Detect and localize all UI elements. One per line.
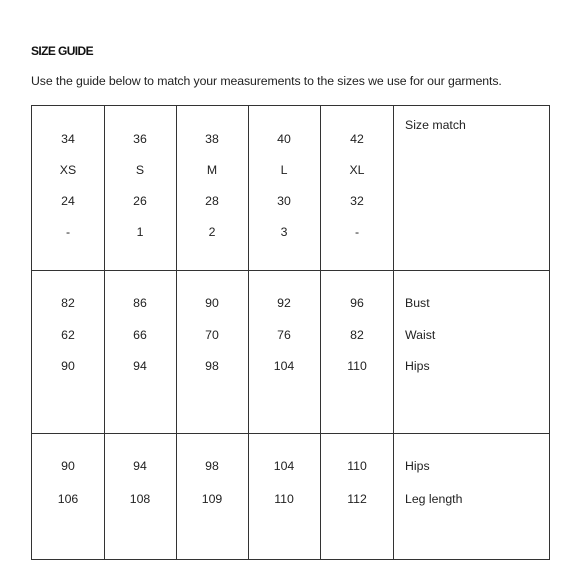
measurement-cell: 110 xyxy=(347,459,367,473)
size-cell: XL xyxy=(349,163,365,177)
measurement-cell: 90 xyxy=(61,459,75,473)
row-divider xyxy=(32,270,549,271)
size-cell: 24 xyxy=(61,194,75,208)
measurement-cell: 94 xyxy=(133,359,147,373)
size-match-label: Size match xyxy=(405,118,466,132)
measurement-cell: 104 xyxy=(273,459,295,473)
measurement-cell: 110 xyxy=(274,492,294,506)
size-cell: 40 xyxy=(277,132,291,146)
measurement-cell: 70 xyxy=(205,328,219,342)
measurement-cell: 82 xyxy=(350,328,364,342)
size-cell: 26 xyxy=(133,194,147,208)
measurement-cell: 109 xyxy=(201,492,223,506)
measurement-cell: 66 xyxy=(133,328,147,342)
column-divider xyxy=(176,106,177,559)
size-cell: 32 xyxy=(350,194,364,208)
measurement-cell: 106 xyxy=(57,492,79,506)
measurement-cell: 90 xyxy=(61,359,75,373)
page-subtitle: Use the guide below to match your measurements to the sizes we use for our garments. xyxy=(31,74,502,88)
measurement-cell: 110 xyxy=(347,359,367,373)
measurement-cell: 98 xyxy=(205,359,219,373)
column-divider xyxy=(393,106,394,559)
size-cell: XS xyxy=(59,163,77,177)
size-cell: - xyxy=(65,225,71,239)
measurement-cell: 112 xyxy=(347,492,367,506)
measurement-cell: 82 xyxy=(61,296,75,310)
size-cell: 42 xyxy=(350,132,364,146)
measurement-cell: 108 xyxy=(129,492,151,506)
leg-length-label: Leg length xyxy=(405,492,463,506)
size-cell: 1 xyxy=(136,225,144,239)
column-divider xyxy=(320,106,321,559)
bust-label: Bust xyxy=(405,296,430,310)
size-cell: 28 xyxy=(205,194,219,208)
measurement-cell: 104 xyxy=(273,359,295,373)
hips-label: Hips xyxy=(405,359,430,373)
size-guide-table xyxy=(31,105,550,560)
hips-label: Hips xyxy=(405,459,430,473)
measurement-cell: 90 xyxy=(205,296,219,310)
measurement-cell: 86 xyxy=(133,296,147,310)
size-cell: 34 xyxy=(61,132,75,146)
column-divider xyxy=(248,106,249,559)
column-divider xyxy=(104,106,105,559)
size-cell: 36 xyxy=(133,132,147,146)
size-cell: - xyxy=(354,225,360,239)
measurement-cell: 92 xyxy=(277,296,291,310)
measurement-cell: 94 xyxy=(133,459,147,473)
size-cell: 3 xyxy=(280,225,288,239)
measurement-cell: 98 xyxy=(205,459,219,473)
size-cell: S xyxy=(135,163,145,177)
page-title: SIZE GUIDE xyxy=(31,44,94,58)
measurement-cell: 96 xyxy=(350,296,364,310)
waist-label: Waist xyxy=(405,328,436,342)
measurement-cell: 62 xyxy=(61,328,75,342)
size-cell: L xyxy=(280,163,288,177)
size-cell: 30 xyxy=(277,194,291,208)
size-cell: 38 xyxy=(205,132,219,146)
size-cell: M xyxy=(206,163,218,177)
size-cell: 2 xyxy=(208,225,216,239)
row-divider xyxy=(32,433,549,434)
measurement-cell: 76 xyxy=(277,328,291,342)
